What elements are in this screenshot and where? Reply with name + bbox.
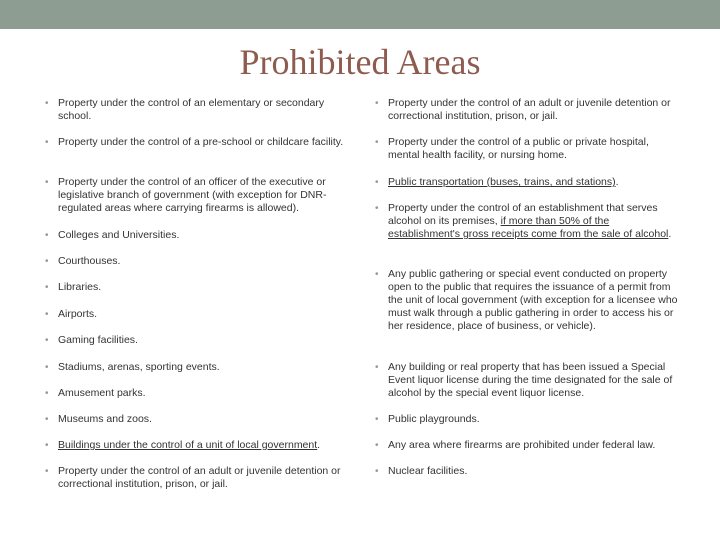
- list-item: [375, 439, 655, 452]
- item-text: Public playgrounds.: [388, 413, 480, 425]
- list-item: [375, 361, 680, 400]
- list-item: [375, 413, 480, 426]
- item-link-text[interactable]: Public transportation (buses, trains, and stations): [388, 176, 616, 188]
- item-text: .: [615, 176, 619, 188]
- item-text: Property under the control of an adult or juvenile detention or correctional institution, prison, or jail.: [58, 465, 341, 490]
- list-item: [45, 136, 343, 149]
- list-item: [45, 176, 345, 215]
- item-text: Property under the control of a pre-school or childcare facility.: [58, 136, 344, 148]
- item-text: Any public gathering or special event conducted on property open to the public that requires the issuance of a permit from the unit of local government (with exception for a licensee who must walk through a public gathering in order to access his or her residence, place of business, or vehicle).: [388, 268, 678, 332]
- list-item: [45, 439, 320, 452]
- item-text: Courthouses.: [58, 255, 121, 267]
- item-text: Property under the control of a public or private hospital, mental health facility, or nursing home.: [388, 136, 649, 161]
- item-text: Nuclear facilities.: [388, 465, 468, 477]
- list-item: [45, 413, 152, 426]
- list-item: [375, 176, 619, 189]
- item-text: Property under the control of an establishment that serves alcohol on its premises,: [388, 202, 658, 227]
- item-text: Any building or real property that has been issued a Special Event liquor license during the time designated for the sale of alcohol by the special event liquor license.: [388, 361, 673, 399]
- list-item: [45, 97, 345, 123]
- list-item: [375, 136, 680, 162]
- list-item: [375, 268, 680, 333]
- list-item: [45, 281, 101, 294]
- list-item: [375, 465, 467, 478]
- list-item: [45, 334, 138, 347]
- item-text: Libraries.: [58, 281, 102, 293]
- list-item: [375, 202, 680, 241]
- item-link-text[interactable]: Buildings under the control of a unit of local government: [58, 439, 318, 451]
- list-item: [45, 308, 97, 321]
- list-item: [45, 465, 345, 491]
- slide-title: Prohibited Areas: [239, 42, 481, 82]
- item-text: Amusement parks.: [58, 387, 146, 399]
- item-text: Museums and zoos.: [58, 413, 152, 425]
- item-text: Property under the control of an officer of the executive or legislative branch of government (with exception for DNR-regulated areas where carrying firearms is allowed).: [58, 176, 327, 214]
- item-text: Stadiums, arenas, sporting events.: [58, 361, 220, 373]
- item-text: Airports.: [58, 308, 98, 320]
- item-text: Property under the control of an adult or juvenile detention or correctional institution, prison, or jail.: [388, 97, 671, 122]
- top-color-band: [0, 0, 720, 29]
- item-text: .: [317, 439, 321, 451]
- list-item: [45, 229, 179, 242]
- item-text: .: [668, 228, 672, 240]
- item-text: Colleges and Universities.: [58, 229, 180, 241]
- list-item: [45, 255, 120, 268]
- item-text: Gaming facilities.: [58, 334, 138, 346]
- item-text: Any area where firearms are prohibited under federal law.: [388, 439, 656, 451]
- item-link-text[interactable]: if more than 50% of the establishment's gross receipts come from the sale of alcohol: [388, 215, 669, 240]
- list-item: [45, 361, 220, 374]
- item-text: Property under the control of an elementary or secondary school.: [58, 97, 325, 122]
- list-item: [45, 387, 146, 400]
- list-item: [375, 97, 680, 123]
